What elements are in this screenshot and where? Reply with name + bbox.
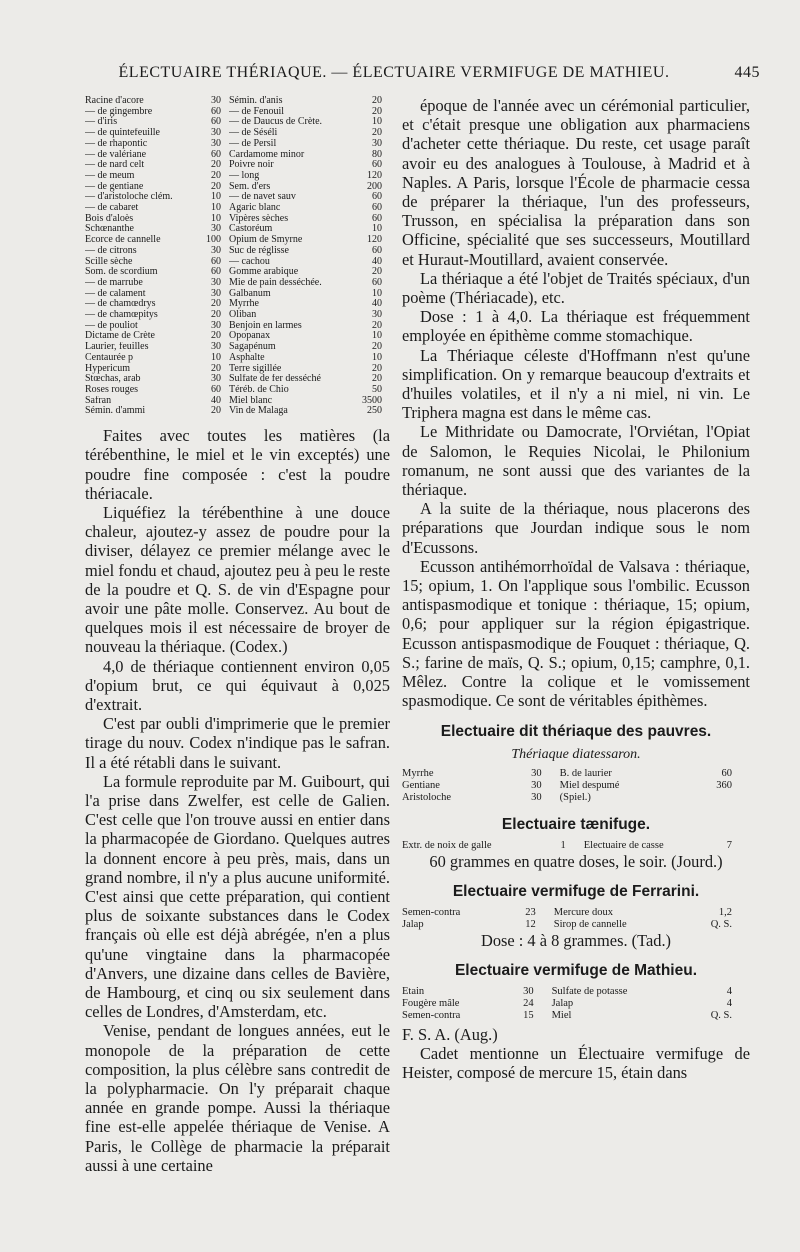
quantity-cell: 4 (726, 985, 732, 997)
ingredient-row (85, 385, 390, 396)
recipe-row (402, 792, 750, 804)
quantity-cell: 30 (211, 288, 221, 299)
ingredient-cell: Extr. de noix de galle (402, 839, 492, 851)
recipe-row (402, 780, 750, 792)
ingredient-cell: — de Daucus de Crète. (229, 117, 323, 128)
quantity-cell: 30 (372, 310, 382, 321)
paragraph: Liquéfiez la térébenthine à une douce chaleur, ajoutez-y assez de poudre pour la diviser, délayez ce premier mélange avec le miel fondu et chaud, ajoutez peu à peu le reste de la poudre et Q. S. de vin d'Espagne pour avoir une pâte molle. Conservez. Au bout de quelques mois il est nécessaire de broyer de nouveau la thériaque. (Codex.) (85, 502, 390, 657)
ingredient-row (85, 150, 390, 161)
ingredient-cell: Vin de Malaga (229, 406, 288, 417)
quantity-cell: 30 (211, 374, 221, 385)
ingredient-row (85, 128, 390, 139)
ingredient-cell: Oliban (229, 310, 257, 321)
quantity-cell (681, 792, 750, 804)
quantity-cell: 20 (372, 374, 382, 385)
ingredient-cell: — d'aristoloche clém. (85, 192, 173, 203)
ferrarini-table (402, 907, 750, 931)
quantity-cell: 15 (523, 1009, 534, 1021)
ingredient-cell: Benjoin en larmes (229, 320, 302, 331)
ingredient-cell: Gomme arabique (229, 267, 299, 278)
ingredient-cell: Vipères sèches (229, 213, 289, 224)
ingredient-cell: Dictame de Crète (85, 331, 155, 342)
quantity-cell: 23 (525, 906, 536, 918)
ingredient-cell: Terre sigillée (229, 363, 282, 374)
mathieu-title: Electuaire vermifuge de Mathieu. (454, 961, 698, 979)
quantity-cell: 10 (211, 213, 221, 224)
quantity-cell: 10 (211, 352, 221, 363)
quantity-cell: 7 (726, 839, 732, 851)
taenifuge-title: Electuaire tænifuge. (501, 815, 651, 833)
mathieu-fsa: F. S. A. (Aug.) (402, 1024, 498, 1044)
quantity-cell: 20 (372, 128, 382, 139)
quantity-cell: 1 (560, 839, 566, 851)
quantity-cell: 30 (531, 779, 542, 791)
taenifuge-table (402, 840, 750, 852)
pauvres-title: Electuaire dit thériaque des pauvres. (440, 722, 712, 740)
quantity-cell: 30 (211, 224, 221, 235)
quantity-cell: 10 (372, 331, 382, 342)
ingredient-row (85, 331, 390, 342)
ingredient-cell: — de nard celt (85, 160, 145, 171)
recipe-row (402, 1010, 750, 1022)
ingredient-row (85, 406, 390, 417)
ingredient-cell: Jalap (551, 997, 574, 1009)
ingredient-row (85, 107, 390, 118)
quantity-cell: 30 (211, 96, 221, 106)
quantity-cell: 30 (211, 320, 221, 331)
ingredient-cell: Fougère mâle (402, 997, 460, 1009)
ingredient-cell: Mercure doux (553, 906, 613, 918)
ingredient-cell: — de marrube (85, 277, 143, 288)
ingredient-cell: — de Fenouil (229, 106, 284, 117)
ingredient-row (85, 192, 390, 203)
ingredient-cell: — de Persil (229, 138, 277, 149)
ingredient-cell: Sulfate de potasse (551, 985, 628, 997)
quantity-cell: 1,2 (718, 906, 732, 918)
header-title: ÉLECTUAIRE THÉRIAQUE. — ÉLECTUAIRE VERMIFUGE DE MATHIEU. (118, 64, 670, 81)
mathieu-text: Cadet mentionne un Électuaire vermifuge de Heister, composé de mercure 15, étain dans (402, 1044, 750, 1083)
ingredient-row (85, 224, 390, 235)
quantity-cell: 60 (211, 149, 221, 160)
ingredient-row (85, 246, 390, 257)
quantity-cell: 30 (211, 245, 221, 256)
ingredient-row (85, 342, 390, 353)
ingredient-row (85, 203, 390, 214)
quantity-cell: 60 (372, 213, 382, 224)
ingredient-row (85, 235, 390, 246)
quantity-cell: 20 (211, 406, 221, 417)
ingredient-row (85, 257, 390, 268)
quantity-cell: 20 (372, 320, 382, 331)
right-text (402, 96, 750, 711)
paragraph: 4,0 de thériaque contiennent environ 0,05 d'opium brut, ce qui équivaut à 0,025 d'extrait. (85, 656, 390, 714)
ingredient-cell: — de valériane (85, 149, 147, 160)
pauvres-subtitle: Thériaque diatessaron. (511, 746, 641, 762)
ingredient-cell: — de rhapontic (85, 138, 148, 149)
ingredient-row (85, 299, 390, 310)
quantity-cell: 20 (211, 331, 221, 342)
quantity-cell: 20 (372, 363, 382, 374)
quantity-cell: 30 (531, 767, 542, 779)
quantity-cell: 60 (211, 267, 221, 278)
quantity-cell: 60 (721, 767, 732, 779)
paragraph: C'est par oubli d'imprimerie que le premier tirage du nouv. Codex n'indique pas le safran. Il a été rétabli dans le suivant. (85, 714, 390, 772)
ingredient-row (85, 117, 390, 128)
quantity-cell: 20 (211, 299, 221, 310)
ingredient-cell: — de meum (85, 170, 135, 181)
ingredient-row (85, 171, 390, 182)
ingredient-cell: Racine d'acore (85, 96, 144, 106)
quantity-cell: 360 (716, 779, 732, 791)
recipe-row (402, 986, 750, 998)
paragraph: La formule reproduite par M. Guibourt, qui l'a prise dans Zwelfer, est celle de Galien. C'est celle que l'on trouve aussi en entier dans la pharmacopée de Giordano. Quelques autres la donnent encore à peu près, mais, dans un grand nombre, il n'y a plus aucune uniformité. C'est ainsi que cette préparation, qui contient plus de soixante substances dans le Codex français où elle est déjà abrégée, n'en a plus qu'une vingtaine dans la pharmacopée d'Anvers, une dizaine dans celles de Bavière, de Hambourg, et cinq ou six seulement dans celles de Londres, d'Amsterdam, etc. (85, 771, 390, 1022)
ingredient-cell: Aristoloche (402, 791, 451, 803)
ingredient-cell: Som. de scordium (85, 267, 158, 278)
quantity-cell: 30 (211, 277, 221, 288)
quantity-cell: 30 (372, 138, 382, 149)
ingredient-cell: (Spiel.) (559, 791, 591, 803)
quantity-cell: 120 (367, 235, 382, 246)
paragraph: Dose : 1 à 4,0. La thériaque est fréquemment employée en épithème comme stomachique. (402, 307, 750, 346)
ingredient-row (85, 278, 390, 289)
pauvres-table (402, 768, 750, 804)
ingredient-cell: Gentiane (402, 779, 440, 791)
ingredient-cell: Sémin. d'ammi (85, 406, 146, 417)
ingredient-cell: Jalap (402, 918, 424, 930)
ingredient-cell: Safran (85, 395, 112, 406)
quantity-cell: 100 (206, 235, 221, 246)
mathieu-table (402, 986, 750, 1022)
ingredient-cell: Asphalte (229, 352, 265, 363)
ingredient-row (85, 310, 390, 321)
recipe-row (402, 840, 750, 852)
ingredient-cell: Laurier, feuilles (85, 342, 149, 353)
ingredient-cell: B. de laurier (559, 767, 612, 779)
paragraph: La thériaque a été l'objet de Traités spéciaux, d'un poème (Thériacade), etc. (402, 268, 750, 308)
quantity-cell: 12 (525, 918, 536, 930)
quantity-cell: 20 (211, 310, 221, 321)
ingredient-cell: Electuaire de casse (583, 839, 664, 851)
quantity-cell: 20 (211, 160, 221, 171)
ingredient-row (85, 289, 390, 300)
left-column (85, 96, 390, 1175)
ingredient-cell: Sémin. d'anis (229, 96, 283, 106)
ingredient-row (85, 182, 390, 193)
left-text (85, 426, 390, 1175)
recipe-row (402, 907, 750, 919)
ingredient-cell: Schœnanthe (85, 224, 134, 235)
paragraph: Venise, pendant de longues années, eut le monopole de la préparation de cette composition, la plus célèbre sans contredit de la polypharmacie. On l'y préparait chaque année en grande pompe. Aussi la thériaque fine est-elle appelée thériaque de Venise. A Paris, le Collège de pharmacie la préparait aussi à une certaine (85, 1021, 390, 1175)
quantity-cell: 60 (372, 160, 382, 171)
ingredient-cell: Hypericum (85, 363, 130, 374)
quantity-cell: 60 (372, 192, 382, 203)
ingredient-row (85, 96, 390, 107)
quantity-cell: 20 (211, 170, 221, 181)
quantity-cell: 20 (211, 181, 221, 192)
ingredient-row (85, 214, 390, 225)
paragraph: La Thériaque céleste d'Hoffmann n'est qu'une simplification. On y remarque beaucoup d'extraits et d'huiles volatiles, et il n'y a ni miel, ni vin. Le Triphera magna est dans le même cas. (402, 345, 750, 423)
quantity-cell: 40 (211, 395, 221, 406)
ingredient-cell: Semen-contra (402, 1009, 461, 1021)
ingredient-cell: Ecorce de cannelle (85, 235, 161, 246)
quantity-cell: 60 (372, 277, 382, 288)
recipe-row (402, 919, 750, 931)
recipe-row (402, 768, 750, 780)
ingredients-table (85, 96, 390, 417)
ingredient-cell: Etain (402, 985, 425, 997)
quantity-cell: 40 (372, 256, 382, 267)
ingredient-cell: Scille sèche (85, 256, 133, 267)
ingredient-cell: — de chamœdrys (85, 299, 156, 310)
quantity-cell: 120 (367, 170, 382, 181)
ingredient-cell: — de cabaret (85, 203, 139, 214)
quantity-cell: 10 (211, 192, 221, 203)
quantity-cell: 20 (372, 267, 382, 278)
quantity-cell: 10 (372, 224, 382, 235)
ingredient-cell: Téréb. de Chio (229, 384, 289, 395)
quantity-cell: 60 (211, 106, 221, 117)
ingredient-cell: — de chamœpitys (85, 310, 158, 321)
ingredient-cell: Stœchas, arab (85, 374, 141, 385)
ingredient-cell: Myrrhe (402, 767, 434, 779)
ingredient-cell: Miel despumé (559, 779, 620, 791)
ingredient-cell: Opopanax (229, 331, 271, 342)
ferrarini-text: Dose : 4 à 8 grammes. (Tad.) (480, 930, 672, 950)
quantity-cell: 10 (211, 203, 221, 214)
ingredient-cell: Agaric blanc (229, 203, 281, 214)
ingredient-cell: Castoréum (229, 224, 273, 235)
ingredient-cell: Cardamome minor (229, 149, 305, 160)
ingredient-cell: — de citrons (85, 245, 137, 256)
quantity-cell: 30 (211, 138, 221, 149)
ingredient-row (85, 267, 390, 278)
quantity-cell: 60 (372, 203, 382, 214)
ingredient-cell: Galbanum (229, 288, 271, 299)
quantity-cell: 10 (372, 117, 382, 128)
quantity-cell: 60 (211, 256, 221, 267)
ingredient-cell: Sulfate de fer desséché (229, 374, 321, 385)
quantity-cell: 80 (372, 149, 382, 160)
quantity-cell: 10 (372, 288, 382, 299)
ingredient-cell: Opium de Smyrne (229, 235, 303, 246)
paragraph: Faites avec toutes les matières (la térébenthine, le miel et le vin exceptés) une poudre fine composée : c'est la poudre thériacale. (85, 426, 390, 503)
paragraph: Ecusson antihémorrhoïdal de Valsava : thériaque, 15; opium, 1. On l'applique sous l'ombilic. Ecusson antispasmodique et tonique : thériaque, 15; opium, 0,6; pour appliquer sur la région épigastrique. Ecusson antispasmodique de Fouquet : thériaque, Q. S.; farine de maïs, Q. S.; opium, 0,15; camphre, 0,1. Mêlez. Contre la colique et le vomissement spasmodique. Ce sont de véritables épithèmes. (402, 556, 750, 711)
paragraph: Le Mithridate ou Damocrate, l'Orviétan, l'Opiat de Salomon, le Requies Nicolai, le Philonium romanum, ne sont aussi que des variantes de la thériaque. (402, 422, 750, 500)
ingredient-cell: Centaurée p (85, 352, 134, 363)
ingredient-cell: — de pouliot (85, 320, 138, 331)
ingredient-cell: — de calament (85, 288, 146, 299)
ingredient-cell: Sagapénum (229, 342, 276, 353)
ingredient-cell: — cachou (229, 256, 270, 267)
quantity-cell: 200 (367, 181, 382, 192)
quantity-cell: Q. S. (710, 1009, 732, 1021)
ingredient-cell: Poivre noir (229, 160, 274, 171)
quantity-cell: 50 (372, 384, 382, 395)
quantity-cell: 250 (367, 406, 382, 417)
ingredient-cell: Mie de pain desséchée. (229, 277, 322, 288)
ingredient-row (85, 160, 390, 171)
quantity-cell: 10 (372, 352, 382, 363)
quantity-cell: 20 (372, 106, 382, 117)
ingredient-cell: Myrrhe (229, 299, 259, 310)
ingredient-cell: Roses rouges (85, 384, 139, 395)
ingredient-row (85, 353, 390, 364)
ingredient-cell: — de gingembre (85, 106, 153, 117)
quantity-cell: Q. S. (710, 918, 732, 930)
ingredient-row (85, 374, 390, 385)
paragraph: A la suite de la thériaque, nous placerons des préparations que Jourdan indique sous le nom d'Ecussons. (402, 499, 750, 557)
ferrarini-title: Electuaire vermifuge de Ferrarini. (452, 882, 700, 900)
paragraph: époque de l'année avec un cérémonial particulier, et c'était presque une obligation aux pharmaciens d'acheter cette thériaque. Du reste, cet usage paraît avoir eu des analogues à Toulouse, à Madrid et à Naples. A Paris, lorsque l'École de pharmacie cessa de préparer la thériaque, l'un des professeurs, Trusson, en spécialisa la préparation dans son Officine, spécialité que ses successeurs, Moutillard et Huraut-Moutillard, avaient conservée. (402, 96, 750, 269)
quantity-cell: 30 (211, 128, 221, 139)
ingredient-cell: — long (229, 170, 260, 181)
quantity-cell: 24 (523, 997, 534, 1009)
taenifuge-text: 60 grammes en quatre doses, le soir. (Jourd.) (429, 851, 723, 871)
ingredient-cell: — d'iris (85, 117, 118, 128)
ingredient-cell: Sirop de cannelle (553, 918, 627, 930)
page-number: 445 (734, 64, 760, 81)
ingredient-cell: Sem. d'ers (229, 181, 271, 192)
ingredient-row (85, 364, 390, 375)
ingredient-row (85, 321, 390, 332)
ingredient-row (85, 396, 390, 407)
quantity-cell: 30 (211, 342, 221, 353)
quantity-cell: 60 (211, 117, 221, 128)
quantity-cell: 20 (372, 342, 382, 353)
ingredient-cell: — de gentiane (85, 181, 144, 192)
running-header (88, 64, 760, 90)
quantity-cell: 3500 (362, 395, 382, 406)
ingredient-row (85, 139, 390, 150)
ingredient-cell: — de navet sauv (229, 192, 296, 203)
ingredient-cell: — de quintefeuille (85, 128, 160, 139)
ingredient-cell: Suc de réglisse (229, 245, 289, 256)
quantity-cell: 30 (531, 791, 542, 803)
ingredient-cell: Miel (551, 1009, 572, 1021)
quantity-cell: 40 (372, 299, 382, 310)
quantity-cell: 20 (372, 96, 382, 106)
quantity-cell: 60 (211, 384, 221, 395)
quantity-cell: 60 (372, 245, 382, 256)
ingredient-cell: Bois d'aloès (85, 213, 134, 224)
quantity-cell: 20 (211, 363, 221, 374)
quantity-cell: 4 (726, 997, 732, 1009)
ingredient-cell: Semen-contra (402, 906, 461, 918)
recipe-row (402, 998, 750, 1010)
ingredient-cell: — de Séséli (229, 128, 278, 139)
right-column (402, 96, 750, 1083)
ingredient-cell: Miel blanc (229, 395, 273, 406)
quantity-cell: 30 (523, 985, 534, 997)
